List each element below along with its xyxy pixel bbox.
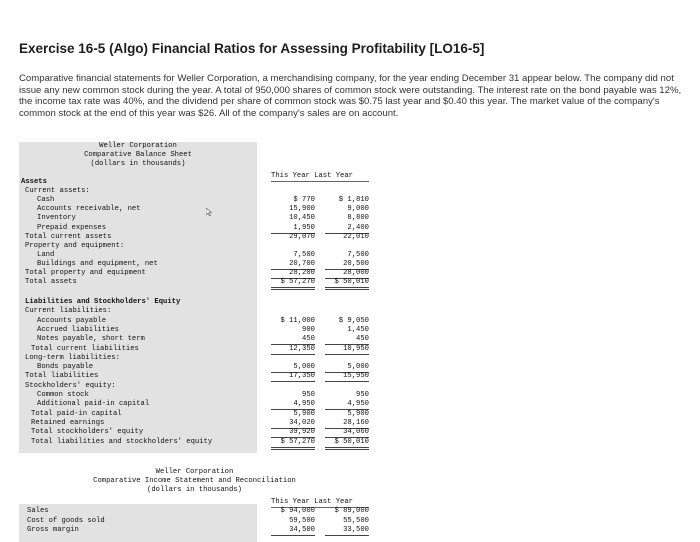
balance-sheet-row: [19, 251, 370, 260]
balance-sheet-row: [19, 372, 370, 381]
balance-sheet-this-year-value: 900: [302, 325, 315, 334]
balance-sheet-last-year-value: 20,500: [325, 260, 369, 270]
balance-sheet-row-label: Liabilities and Stockholders' Equity: [25, 298, 181, 306]
income-statement-units: (dollars in thousands): [147, 486, 242, 494]
balance-sheet-row-label: Cash: [37, 196, 55, 205]
income-statement-row: [19, 526, 370, 535]
balance-sheet-row: [19, 428, 370, 437]
balance-sheet-units: (dollars in thousands): [90, 160, 186, 168]
balance-sheet-row-label: Accounts payable: [37, 316, 107, 325]
balance-sheet-row-label: Total paid-in capital: [31, 409, 122, 418]
balance-sheet-row: [19, 205, 370, 214]
balance-sheet-row-label: Accounts receivable, net: [37, 205, 141, 214]
balance-sheet-row-label: Total current liabilities: [31, 344, 139, 353]
balance-sheet-row-label: Additional paid-in capital: [37, 400, 150, 409]
balance-sheet-row-label: Total stockholders' equity: [31, 428, 144, 437]
income-statement-company: Weller Corporation: [155, 468, 234, 476]
income-statement-row-label: Cost of goods sold: [27, 516, 105, 525]
balance-sheet-this-year-value: 28,200: [271, 269, 315, 279]
balance-sheet-this-year-value: 950: [302, 391, 315, 399]
balance-sheet-last-year-value: 10,950: [325, 345, 369, 355]
balance-sheet-this-year-value: 450: [271, 335, 315, 345]
balance-sheet-this-year-value: $ 57,270: [271, 438, 315, 450]
income-statement-last-year-value: 55,500: [343, 516, 369, 525]
mouse-cursor-icon: [206, 208, 212, 216]
balance-sheet-row-label: Property and equipment:: [25, 241, 125, 250]
balance-sheet-last-year-value: 2,400: [325, 224, 369, 234]
balance-sheet-row-label: Inventory: [37, 214, 76, 223]
income-statement-this-year-value: 59,500: [289, 516, 315, 525]
balance-sheet-this-year-value: 39,920: [271, 428, 315, 438]
balance-sheet-last-year-value: $ 9,050: [338, 316, 369, 325]
income-statement-row-label: Sales: [27, 507, 49, 515]
balance-sheet-row: [19, 214, 370, 223]
balance-sheet-last-year-value: 9,000: [347, 205, 369, 214]
balance-sheet-this-year-value: $ 11,000: [280, 316, 315, 325]
balance-sheet-this-year-value: 29,070: [289, 232, 315, 241]
balance-sheet-last-year-value: $ 1,810: [338, 196, 369, 205]
balance-sheet: [19, 142, 370, 453]
balance-sheet-last-year-value: 950: [356, 391, 369, 399]
balance-sheet-last-year-value: 28,160: [325, 419, 369, 429]
balance-sheet-row: [19, 298, 370, 307]
balance-sheet-last-year-value: 22,010: [343, 232, 369, 241]
balance-sheet-row: [19, 307, 370, 316]
balance-sheet-row-label: Land: [37, 250, 55, 259]
balance-sheet-row-label: Bonds payable: [37, 363, 94, 372]
balance-sheet-last-year-value: 28,000: [325, 269, 369, 279]
income-statement-row: [19, 507, 370, 516]
balance-sheet-last-year-value: 8,800: [347, 214, 369, 223]
income-statement-statement-name: Comparative Income Statement and Reconciliation: [93, 477, 296, 485]
balance-sheet-row-label: Buildings and equipment, net: [37, 259, 158, 268]
balance-sheet-row-label: Total current assets: [25, 232, 112, 241]
balance-sheet-row: [19, 242, 370, 251]
balance-sheet-this-year-value: 1,950: [271, 224, 315, 234]
income-statement-column-header: This Year Last Year: [271, 498, 369, 508]
balance-sheet-row: [19, 354, 370, 363]
balance-sheet-row-label: Assets: [21, 178, 47, 186]
income-statement-this-year-value: $ 94,000: [280, 507, 315, 515]
balance-sheet-row: [19, 400, 370, 409]
balance-sheet-last-year-value: 5,000: [325, 363, 369, 373]
income-statement-last-year-value: 33,500: [325, 526, 369, 536]
problem-description: Comparative financial statements for Weller Corporation, a merchandising company, for the year ending December 31 appear below. The company did not issue any new common stock during the year. A total of 950,000 shares of common stock were outstanding. The interest rate on the bond payable was 12%, the income tax rate was 40%, and the dividend per share of common stock was $0.75 last year and $0.40 this year. The market value of the company's common stock at the end of this year was $26. All of the company's sales are on account.: [19, 73, 682, 119]
income-statement-this-year-value: 34,500: [271, 526, 315, 536]
balance-sheet-last-year-value: 4,950: [325, 400, 369, 410]
income-statement-row: [19, 517, 370, 526]
balance-sheet-this-year-value: 5,000: [271, 363, 315, 373]
balance-sheet-last-year-value: 7,500: [347, 250, 369, 259]
balance-sheet-header: [19, 142, 257, 169]
balance-sheet-this-year-value: 12,350: [271, 345, 315, 355]
balance-sheet-row-label: Total assets: [25, 278, 77, 287]
balance-sheet-last-year-value: 15,950: [325, 372, 369, 382]
balance-sheet-row: [19, 326, 370, 335]
balance-sheet-statement-name: Comparative Balance Sheet: [84, 151, 192, 159]
balance-sheet-row: [19, 345, 370, 354]
exercise-title: Exercise 16-5 (Algo) Financial Ratios for Assessing Profitability [LO16-5]: [19, 41, 485, 56]
balance-sheet-last-year-value: 34,060: [325, 428, 369, 438]
balance-sheet-company: Weller Corporation: [99, 142, 177, 150]
balance-sheet-row: [19, 391, 370, 400]
balance-sheet-row: [19, 260, 370, 269]
balance-sheet-row: [19, 278, 370, 287]
balance-sheet-last-year-value: 5,900: [347, 409, 369, 418]
balance-sheet-last-year-value: $ 50,010: [325, 438, 369, 450]
balance-sheet-row: [19, 269, 370, 278]
income-statement-row-label: Gross margin: [27, 526, 79, 534]
balance-sheet-row-label: Total property and equipment: [25, 269, 146, 277]
balance-sheet-this-year-value: 34,020: [271, 419, 315, 429]
income-statement: [19, 468, 370, 542]
balance-sheet-row: [19, 233, 370, 242]
balance-sheet-last-year-value: $ 50,010: [325, 278, 369, 290]
balance-sheet-row-label: Accrued liabilities: [37, 325, 119, 334]
balance-sheet-this-year-value: $ 57,270: [271, 278, 315, 290]
balance-sheet-row-label: Retained earnings: [31, 418, 105, 427]
balance-sheet-this-year-value: 5,900: [293, 409, 315, 418]
balance-sheet-row: [19, 187, 370, 196]
balance-sheet-row: [19, 363, 370, 372]
balance-sheet-row-label: Common stock: [37, 391, 89, 399]
balance-sheet-this-year-value: 17,350: [271, 372, 315, 382]
balance-sheet-this-year-value: $ 770: [293, 196, 315, 205]
balance-sheet-row-label: Current liabilities:: [25, 307, 112, 316]
balance-sheet-row: [19, 438, 370, 447]
income-statement-header: [19, 468, 370, 495]
balance-sheet-row: [19, 419, 370, 428]
balance-sheet-row: [19, 410, 370, 419]
balance-sheet-this-year-value: 4,950: [271, 400, 315, 410]
balance-sheet-row-label: Prepaid expenses: [37, 223, 107, 232]
balance-sheet-last-year-value: 1,450: [347, 325, 369, 334]
balance-sheet-last-year-value: 450: [325, 335, 369, 345]
income-statement-last-year-value: $ 89,000: [334, 507, 369, 515]
balance-sheet-row: [19, 196, 370, 205]
balance-sheet-this-year-value: 15,900: [289, 205, 315, 214]
balance-sheet-row-label: Notes payable, short term: [37, 335, 145, 344]
balance-sheet-row-label: Total liabilities: [25, 372, 99, 381]
balance-sheet-row-label: Long-term liabilities:: [25, 353, 120, 362]
balance-sheet-column-header: This Year Last Year: [271, 172, 369, 182]
balance-sheet-row: [19, 224, 370, 233]
balance-sheet-row-label: Current assets:: [25, 187, 90, 196]
balance-sheet-row: [19, 178, 370, 187]
balance-sheet-this-year-value: 7,500: [293, 250, 315, 259]
balance-sheet-row-label: Stockholders' equity:: [25, 381, 116, 390]
balance-sheet-this-year-value: 20,700: [271, 260, 315, 270]
balance-sheet-this-year-value: 10,450: [289, 214, 315, 223]
balance-sheet-row: [19, 382, 370, 391]
balance-sheet-row-label: Total liabilities and stockholders' equity: [31, 437, 213, 446]
balance-sheet-row: [19, 335, 370, 344]
balance-sheet-row: [19, 317, 370, 326]
